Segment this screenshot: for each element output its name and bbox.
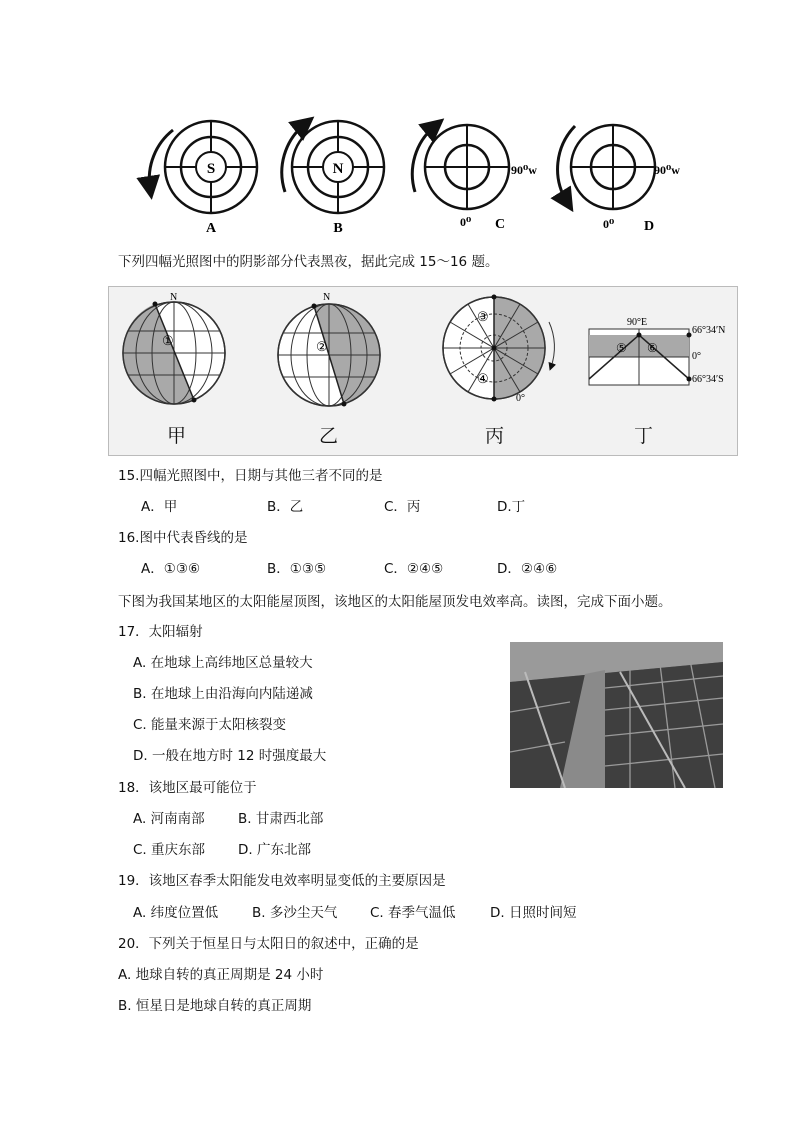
q17-stem: 17．太阳辐射 (118, 624, 203, 640)
longitude-label-0-d: 0⁰ (603, 217, 615, 231)
q15-option-d: D.丁 (497, 499, 526, 515)
intro-17-19: 下图为我国某地区的太阳能屋顶图，该地区的太阳能屋顶发电效率高。读图，完成下面小题。 (118, 594, 672, 610)
pole-label-n: N (332, 161, 344, 177)
lat-label-bottom: 66°34′S (692, 374, 724, 385)
marker-3: ③ (477, 309, 489, 324)
q15-option-b: B．乙 (267, 499, 304, 515)
polar-view-figure (135, 112, 695, 237)
lat-label-equator: 0° (692, 351, 701, 362)
q15-option-a: A．甲 (141, 499, 178, 515)
caption-bing: 丙 (485, 425, 505, 447)
q19-stem: 19．该地区春季太阳能发电效率明显变低的主要原因是 (118, 873, 446, 889)
light-maps-panel (108, 286, 738, 456)
polar-diagram-d (558, 125, 681, 234)
q16-option-c: C．②④⑤ (384, 561, 444, 577)
q18-option-b: B. 甘肃西北部 (238, 811, 324, 827)
q16-option-a: A．①③⑥ (141, 561, 201, 577)
figure-letter-b: B (333, 221, 343, 236)
q18-option-d: D. 广东北部 (238, 842, 311, 858)
solar-roof-photo (510, 642, 723, 788)
figure-letter-d: D (643, 219, 655, 234)
q19-option-c: C. 春季气温低 (370, 905, 456, 921)
q20-option-b: B. 恒星日是地球自转的真正周期 (118, 998, 312, 1014)
intro-15-16: 下列四幅光照图中的阴影部分代表黑夜，据此完成 15～16 题。 (118, 254, 499, 270)
north-label-jia: N (170, 292, 178, 303)
light-map-jia (123, 292, 225, 404)
q19-option-b: B. 多沙尘天气 (252, 905, 338, 921)
q20-stem: 20．下列关于恒星日与太阳日的叙述中，正确的是 (118, 936, 419, 952)
longitude-label-0-c: 0⁰ (460, 215, 472, 229)
north-label-yi: N (323, 292, 331, 303)
lat-label-top: 66°34′N (692, 325, 726, 336)
polar-diagram-a (149, 121, 257, 236)
q19-option-a: A. 纬度位置低 (133, 905, 219, 921)
q17-option-c: C. 能量来源于太阳核裂变 (133, 717, 287, 733)
q17-option-d: D. 一般在地方时 12 时强度最大 (133, 748, 327, 764)
marker-1: ① (162, 333, 174, 348)
caption-yi: 乙 (319, 425, 339, 447)
q15-stem: 15.四幅光照图中，日期与其他三者不同的是 (118, 468, 383, 484)
caption-ding: 丁 (634, 425, 654, 447)
light-map-ding (589, 317, 725, 385)
figure-letter-c: C (494, 217, 506, 232)
q18-stem: 18．该地区最可能位于 (118, 780, 257, 796)
q16-option-b: B．①③⑤ (267, 561, 327, 577)
caption-jia: 甲 (167, 425, 187, 447)
polar-diagram-b (282, 121, 384, 236)
marker-5: ⑤ (616, 341, 627, 355)
marker-2: ② (316, 339, 328, 354)
figure-letter-a: A (205, 221, 217, 236)
q16-stem: 16.图中代表昏线的是 (118, 530, 248, 546)
q16-option-d: D．②④⑥ (497, 561, 558, 577)
marker-6: ⑥ (647, 341, 658, 355)
q15-option-c: C．丙 (384, 499, 421, 515)
q18-option-c: C. 重庆东部 (133, 842, 206, 858)
q17-option-b: B. 在地球上由沿海向内陆递减 (133, 686, 313, 702)
q17-option-a: A. 在地球上高纬地区总量较大 (133, 655, 313, 671)
light-map-bing (443, 295, 554, 405)
light-map-yi (278, 292, 380, 407)
q20-option-a: A. 地球自转的真正周期是 24 小时 (118, 967, 324, 983)
q19-option-d: D. 日照时间短 (490, 905, 577, 921)
longitude-label-90w-c: 90⁰w (511, 163, 537, 177)
q18-option-a: A. 河南南部 (133, 811, 205, 827)
pole-label-s: S (206, 161, 216, 177)
marker-4: ④ (477, 371, 489, 386)
longitude-label-90w-d: 90⁰w (654, 163, 680, 177)
polar-diagram-c (412, 125, 537, 232)
longitude-label-0-bing: 0° (516, 393, 525, 404)
longitude-label-90e: 90°E (627, 317, 648, 328)
